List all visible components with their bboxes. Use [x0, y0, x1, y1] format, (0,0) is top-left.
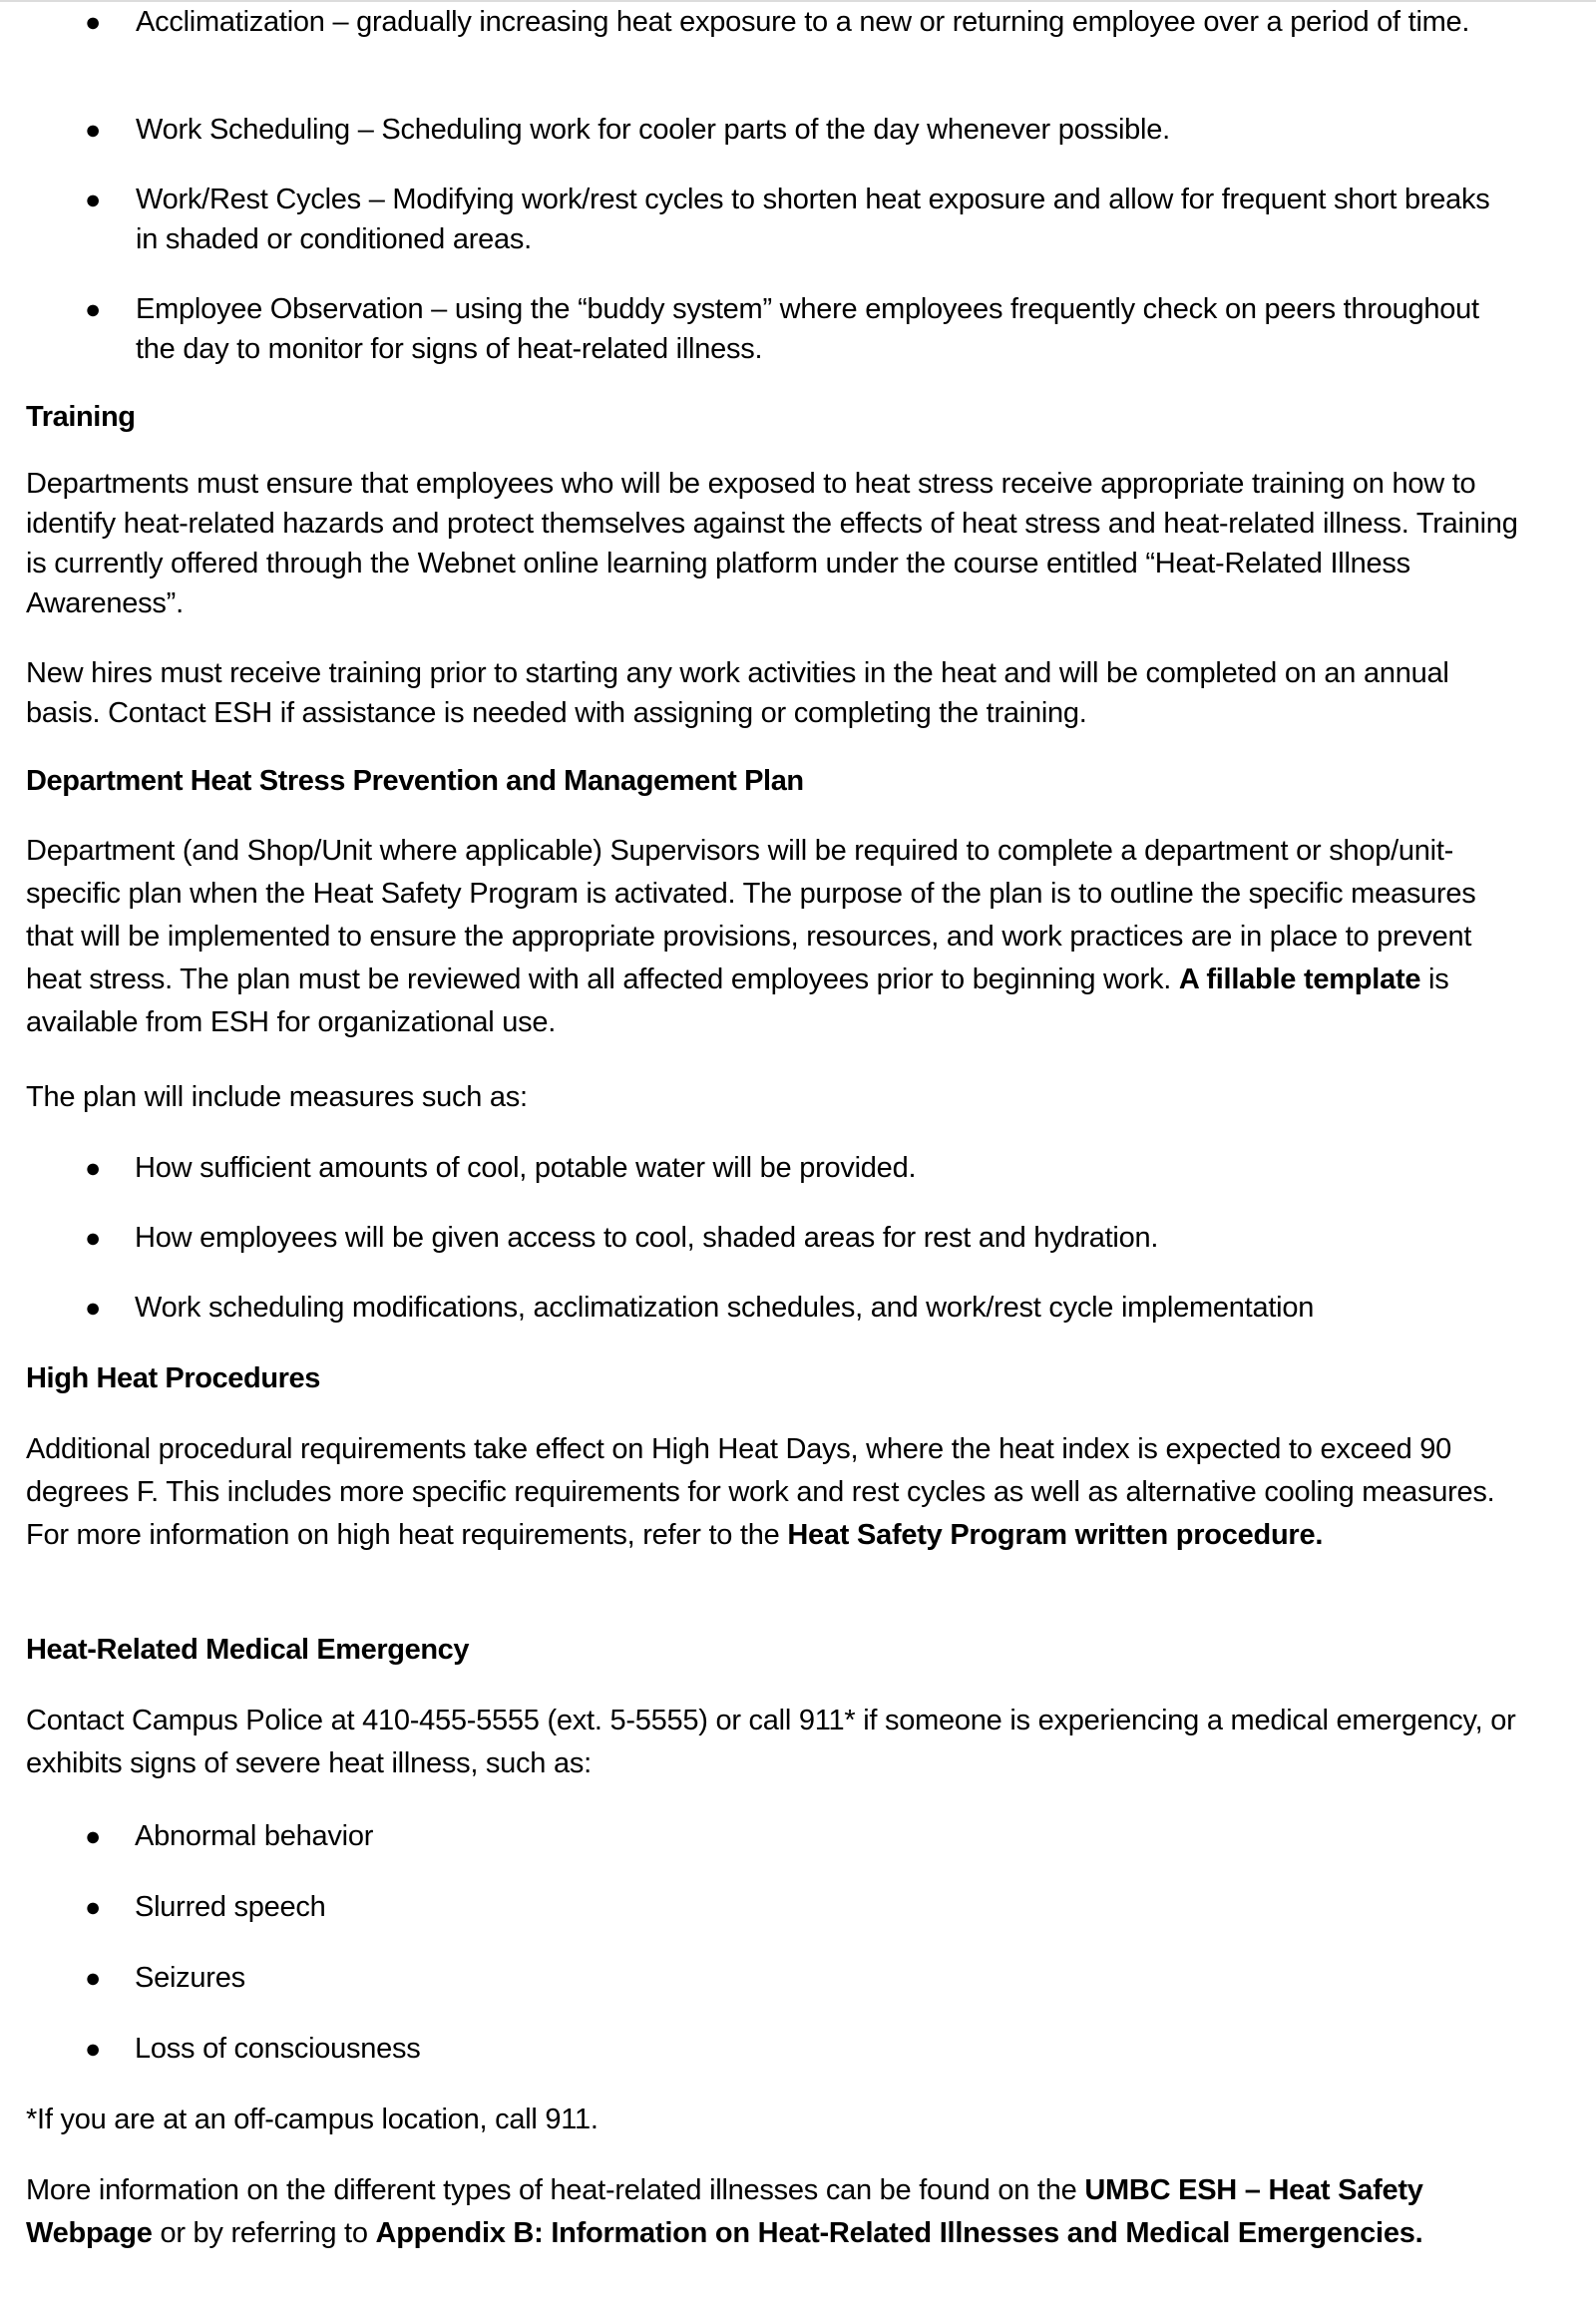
- list-item-loss-of-consciousness: [78, 2028, 1514, 2071]
- more-info-text: More information on the different types of heat-related illnesses can be found on the: [26, 2174, 1085, 2206]
- plan-paragraph: [26, 830, 1522, 1044]
- list-item-text: Work scheduling modifications, acclimatization schedules, and work/rest cycle implementation: [135, 1292, 1315, 1324]
- list-item-text: How employees will be given access to cool, shaded areas for rest and hydration.: [135, 1222, 1159, 1254]
- appendix-b-reference: Appendix B: Information on Heat-Related Illnesses and Medical Emergencies.: [375, 2217, 1423, 2249]
- high-heat-paragraph-text: Additional procedural requirements take effect on High Heat Days, where the heat index is expected to exceed 90 degrees F. This includes more specific requirements for work and rest cycles as well as alternative cooling measures. For more information on high heat requirements, refer to the: [26, 1433, 1495, 1551]
- new-hires-paragraph: New hires must receive training prior to starting any work activities in the heat and will be completed on an annual basis. Contact ESH if assistance is needed with assigning or completing the training.: [26, 657, 1449, 729]
- bullet-icon: ●: [84, 185, 102, 214]
- list-item-acclimatization: [78, 2, 1514, 42]
- bullet-icon: ●: [84, 1153, 102, 1183]
- list-item-text: How sufficient amounts of cool, potable water will be provided.: [135, 1152, 917, 1184]
- bullet-icon: ●: [84, 115, 102, 145]
- list-item-work-scheduling: [78, 110, 1514, 150]
- list-item-shade: [78, 1217, 1514, 1260]
- bullet-icon: ●: [84, 1892, 102, 1922]
- training-heading: Training: [26, 401, 136, 433]
- list-item-text: Abnormal behavior: [135, 1820, 374, 1852]
- more-info-connector: or by referring to: [152, 2217, 376, 2249]
- bullet-icon: ●: [84, 294, 102, 324]
- off-campus-footnote: *If you are at an off-campus location, call 911.: [26, 2104, 598, 2135]
- emergency-paragraph: Contact Campus Police at 410-455-5555 (ext. 5-5555) or call 911* if someone is experiencing a medical emergency, or exhibits signs of severe heat illness, such as:: [26, 1705, 1516, 1779]
- list-item-text: Loss of consciousness: [135, 2033, 421, 2065]
- more-info-paragraph: [26, 2169, 1522, 2255]
- high-heat-paragraph: [26, 1428, 1522, 1557]
- list-item-employee-observation: [78, 289, 1514, 369]
- list-item-water: [78, 1147, 1514, 1190]
- bullet-icon: ●: [84, 1821, 102, 1851]
- list-item-abnormal-behavior: [78, 1815, 1514, 1858]
- measures-intro: The plan will include measures such as:: [26, 1081, 528, 1113]
- bullet-icon: ●: [84, 7, 102, 37]
- plan-paragraph-text: Department (and Shop/Unit where applicable) Supervisors will be required to complete a department or shop/unit-specific plan when the Heat Safety Program is activated. The purpose of the plan is to outline the specific measures that will be implemented to ensure the appropriate provisions, resources, and work practices are in place to prevent heat stress. The plan must be reviewed with all affected employees prior to beginning work.: [26, 835, 1476, 995]
- list-item-text: Employee Observation – using the “buddy system” where employees frequently check on peers throughout the day to monitor for signs of heat-related illness.: [136, 293, 1479, 365]
- list-item-work-rest-cycles: [78, 180, 1514, 259]
- list-item-text: Seizures: [135, 1962, 245, 1994]
- list-item-text: Work Scheduling – Scheduling work for cooler parts of the day whenever possible.: [136, 114, 1170, 146]
- bullet-icon: ●: [84, 2034, 102, 2064]
- bullet-icon: ●: [84, 1223, 102, 1253]
- plan-heading: Department Heat Stress Prevention and Management Plan: [26, 765, 804, 797]
- heat-safety-webpage-reference: UMBC ESH – Heat Safety Webpage: [26, 2174, 1423, 2249]
- fillable-template-text: A fillable template: [1178, 963, 1421, 995]
- list-item-text: Work/Rest Cycles – Modifying work/rest cycles to shorten heat exposure and allow for frequent short breaks in shaded or conditioned areas.: [136, 184, 1490, 255]
- high-heat-heading: High Heat Procedures: [26, 1362, 320, 1394]
- list-item-seizures: [78, 1957, 1514, 2000]
- list-item-text: Acclimatization – gradually increasing heat exposure to a new or returning employee over a period of time.: [136, 6, 1470, 38]
- plan-paragraph-end: is available from ESH for organizational use.: [26, 963, 1449, 1038]
- list-item-slurred-speech: [78, 1886, 1514, 1929]
- list-item-text: Slurred speech: [135, 1891, 326, 1923]
- emergency-heading: Heat-Related Medical Emergency: [26, 1634, 470, 1666]
- training-paragraph: Departments must ensure that employees who will be exposed to heat stress receive appropriate training on how to identify heat-related hazards and protect themselves against the effects of heat stress and heat-related illness. Training is currently offered through the Webnet online learning platform under the course entitled “Heat-Related Illness Awareness”.: [26, 468, 1518, 619]
- list-item-scheduling-modifications: [78, 1287, 1514, 1330]
- bullet-icon: ●: [84, 1293, 102, 1323]
- bullet-icon: ●: [84, 1963, 102, 1993]
- written-procedure-reference: Heat Safety Program written procedure.: [787, 1519, 1324, 1551]
